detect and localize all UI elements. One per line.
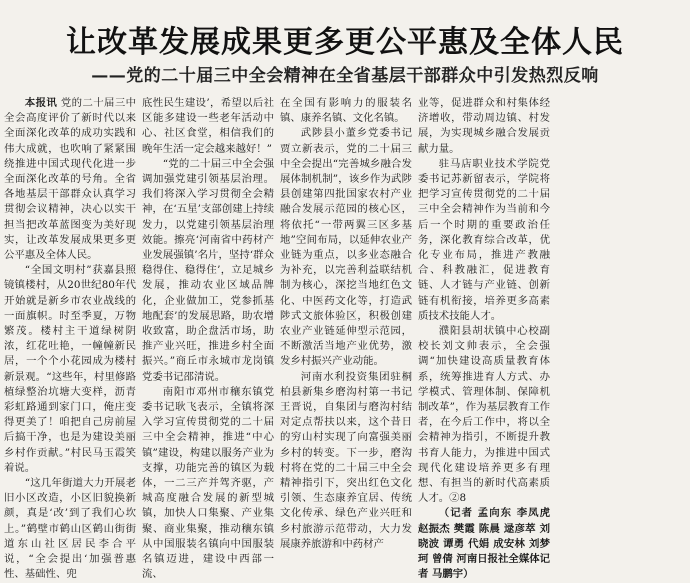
paragraph: 南阳市邓州市穰东镇党委书记耿飞表示，全镇将深入学习宣传贯彻党的二十届三中全会精神，推进“中心镇”建设，构建以服务产业为支撑，功能完善的镇区为载体，一二三产并驾齐驱，产城高度融合发展的新型城镇，加快人口集聚、产业集聚、商业集聚，推动穰东镇从中国服装名镇向中国服装名镇迈进，建设中西部一流、: [142, 385, 274, 581]
article-body: [4, 96, 688, 581]
paragraph: 濮阳县胡状镇中心校副校长刘文帅表示，全会强调“加快建设高质量教育体系，统筹推进育人方式、办学模式、管理体制、保障机制改革”，作为基层教育工作者，在今后工作中，将以全会精神为指引，不断提升教书育人能力，为推进中国式现代化建设培养更多有理想、有担当的新时代高素质人才。②8: [418, 325, 550, 505]
text-column-4: [418, 96, 550, 581]
paragraph: [4, 96, 136, 263]
paragraph: 驻马店职业技术学院党委书记苏新留表示，学院将把学习宣传贯彻党的二十届三中全会精神作为当前和今后一个时期的重要政治任务，深化教育综合改革，优化专业布局，推进产教融合、科教融汇，促进教育链、人才链与产业链、创新链有机衔接，培养更多高素质技术技能人才。: [418, 157, 550, 322]
paragraph-continued: 在全国有影响力的服装名镇、康养名镇、文化名镇。: [280, 97, 412, 125]
text-column-1: [4, 96, 136, 581]
text-column-2: [142, 96, 274, 581]
reporter-byline: （记者 孟向东 李凤虎 赵振杰 樊霞 陈晨 逯彦萃 刘晓波 谭勇 代娟 成安林 刘梦珂 曾倩 河南日报社全媒体记者 马鹏宇）: [418, 507, 550, 581]
paragraph: “党的二十届三中全会强调加强党建引领基层治理。我们将深入学习贯彻全会精神，在‘五星’支部创建上持续发力，以党建引领基层治理效能。擦亮‘河南省中药材产业发展强镇’名片，坚持‘群众稳得住、稳得住’，立足城乡发展，推动农业区域品牌化，企业做加工，党参抓基地配套’的发展思路，助农增收致富，助企盘活市场，助推产业兴旺，推进乡村全面振兴。”商丘市永城市龙岗镇党委书记邵清说。: [142, 157, 274, 383]
paragraph: 武陟县小董乡党委书记贾立新表示，党的二十届三中全会提出“完善城乡融合发展体制机制”，该乡作为武陟县创建第四批国家农村产业融合发展示范园的核心区，将依托“一带两翼三区多基地”空间布局，以延伸农业产业链为重点，以多业态融合为补充，以完善利益联结机制为核心，深挖当地红色文化、中医药文化等，打造武陟式文旅体验区，积极创建农业产业链延伸型示范园，不断激活当地产业优势，激发乡村振兴产业动能。: [280, 127, 412, 368]
paragraph: “这几年街道大力开展老旧小区改造，小区旧貌换新颜，真是‘改’到了我们心坎上。”鹤壁市鹤山区鹤山街街道东山社区居民李合平说，“全会提出‘加强普惠性、基础性、兜: [4, 477, 136, 581]
headline: 让改革发展成果更多更公平惠及全体人民: [66, 25, 624, 61]
lead-label: 本报讯: [24, 97, 58, 109]
text-column-3: [280, 96, 412, 550]
subheadline: ——党的二十届三中全会精神在全省基层干部群众中引发热烈反响: [91, 66, 599, 87]
paragraph-continued: 业等，促进群众和村集体经济增收，带动周边镇、村发展，为实现城乡融合发展贡献力量。: [418, 97, 550, 155]
paragraph: “全国文明村”获嘉县照镜镇楼村，从20世纪80年代开始就是新乡市农业战线的一面旗帜。时至季夏，万物繁茂。楼村主干道绿树阴浓，红花吐艳，一幢幢新民居，一个个小花园成为楼村新景观。“这些年，村里修路植绿整治坑塘大变样，沥青彩虹路通到家门口，俺庄变得更美了！咱把自己房前屋后搞干净，也是为建设美丽乡村作贡献。”村民马玉霞笑着说。: [4, 264, 136, 474]
paragraph: 河南水利投资集团驻桐柏县新集乡磨沟村第一书记王晋说，自集团与磨沟村结对定点帮扶以来，这个昔日的穷山村实现了向富强美丽乡村的转变。下一步，磨沟村将在党的二十届三中全会精神指引下，突出红色文化引领、生态康养宜居、传统文化传承、绿色产业兴旺和乡村旅游示范带动，大力发展康养旅游和中药材产: [280, 370, 412, 550]
paragraph-continued: 底性民生建设’，希望以后社区能多建设一些老年活动中心、社区食堂，相信我们的晚年生活一定会越来越好！”: [142, 97, 274, 155]
paragraph-text: 党的二十届三中全会高度评价了新时代以来全面深化改革的成功实践和伟大成就，也吹响了紧紧围绕推进中国式现代化进一步全面深化改革的号角。全省各地基层干部群众认真学习贯彻会议精神，决心以实干担当把改革蓝图变为美好现实，让改革发展成果更多更公平惠及全体人民。: [4, 97, 136, 262]
